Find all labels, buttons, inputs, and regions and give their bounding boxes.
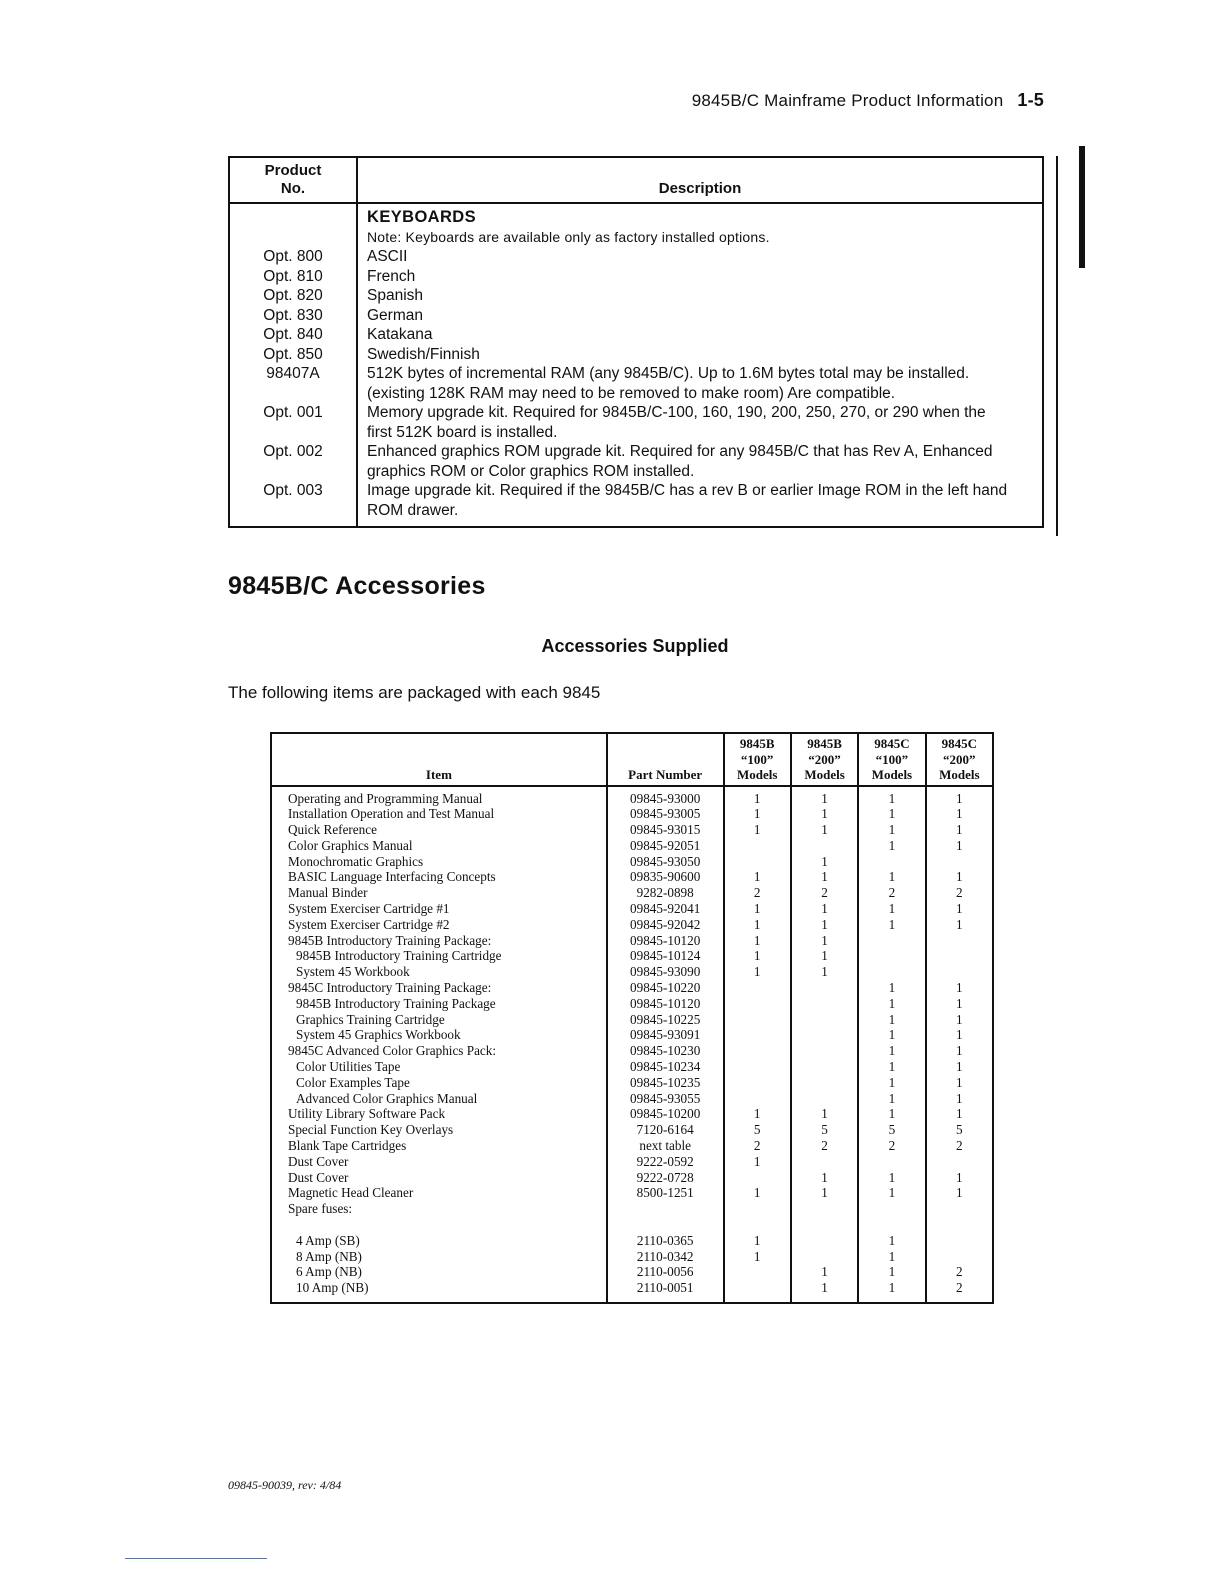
table-row <box>271 996 993 1012</box>
part-number: 09845-10120 <box>607 996 724 1012</box>
part-number: 09845-93091 <box>607 1027 724 1043</box>
item-name: Monochromatic Graphics <box>288 853 424 869</box>
qty-9845c-200: 2 <box>926 1280 993 1303</box>
part-number: 8500-1251 <box>607 1185 724 1201</box>
spacer <box>234 384 352 404</box>
col-product-no <box>229 157 357 203</box>
qty-9845b-100 <box>724 1043 791 1059</box>
spacer-cell <box>926 1217 993 1233</box>
description-column <box>357 203 1043 527</box>
col-model-line: “200” <box>943 751 976 767</box>
qty-9845c-100: 1 <box>858 806 925 822</box>
item-name: Quick Reference <box>288 822 377 838</box>
item-name: Dust Cover <box>288 1169 349 1185</box>
qty-9845c-200: 1 <box>926 1091 993 1107</box>
qty-9845c-100: 1 <box>858 1043 925 1059</box>
qty-9845c-100: 1 <box>858 901 925 917</box>
item-name: 10 Amp (NB) <box>296 1280 369 1296</box>
qty-9845c-100: 5 <box>858 1122 925 1138</box>
qty-9845b-100: 1 <box>724 1106 791 1122</box>
qty-9845b-100: 5 <box>724 1122 791 1138</box>
qty-9845b-200: 1 <box>791 1264 858 1280</box>
part-number <box>607 1201 724 1217</box>
item-name: 9845C Introductory Training Package: <box>288 980 492 996</box>
qty-9845b-200: 1 <box>791 948 858 964</box>
product-description-line: Image upgrade kit. Required if the 9845B/C has a rev B or earlier Image ROM in the left hand <box>367 482 1008 499</box>
qty-9845b-100: 2 <box>724 1138 791 1154</box>
part-number: 09845-93050 <box>607 854 724 870</box>
product-description-line: Swedish/Finnish <box>367 345 480 363</box>
qty-9845b-100: 1 <box>724 933 791 949</box>
table-row <box>271 822 993 838</box>
part-number: 09845-93005 <box>607 806 724 822</box>
item-name: Installation Operation and Test Manual <box>288 806 495 822</box>
spacer-row <box>271 1217 993 1233</box>
bottom-rule <box>125 1558 267 1559</box>
subsection-title: Accessories Supplied <box>541 636 729 656</box>
item-name: Special Function Key Overlays <box>288 1122 454 1138</box>
qty-9845c-100 <box>858 964 925 980</box>
item-name: 9845B Introductory Training Package: <box>288 932 492 948</box>
product-number-column <box>229 203 357 527</box>
qty-9845c-200 <box>926 1154 993 1170</box>
product-description-line: 512K bytes of incremental RAM (any 9845B/C). Up to 1.6M bytes total may be installed. <box>367 365 970 382</box>
qty-9845c-100: 1 <box>858 917 925 933</box>
table-row <box>271 1280 993 1303</box>
product-number: Opt. 002 <box>263 443 323 460</box>
product-number: Opt. 840 <box>263 326 323 343</box>
product-description-line: ASCII <box>367 248 408 265</box>
qty-9845c-100: 1 <box>858 786 925 807</box>
col-9845b-200 <box>791 733 858 786</box>
header-title: 9845B/C Mainframe Product Information <box>691 91 1004 110</box>
item-name: Graphics Training Cartridge <box>296 1011 445 1027</box>
qty-9845b-200: 1 <box>791 964 858 980</box>
table-row <box>271 854 993 870</box>
qty-9845c-200: 1 <box>926 1170 993 1186</box>
qty-9845b-200 <box>791 838 858 854</box>
qty-9845b-200: 5 <box>791 1122 858 1138</box>
section-title: 9845B/C Accessories <box>228 572 486 600</box>
item-name: Operating and Programming Manual <box>288 790 483 806</box>
item-name: System 45 Graphics Workbook <box>296 1027 461 1043</box>
spacer <box>234 423 352 443</box>
qty-9845b-100 <box>724 996 791 1012</box>
qty-9845b-200 <box>791 1154 858 1170</box>
qty-9845b-100 <box>724 1059 791 1075</box>
qty-9845c-100 <box>858 1154 925 1170</box>
table-row <box>271 1264 993 1280</box>
qty-9845b-100: 1 <box>724 1154 791 1170</box>
item-name: Color Utilities Tape <box>296 1059 401 1075</box>
product-description-line: Katakana <box>367 326 433 343</box>
part-number: 09845-10230 <box>607 1043 724 1059</box>
col-product-line-2: No. <box>280 180 306 197</box>
table-row <box>271 1043 993 1059</box>
qty-9845c-200: 1 <box>926 838 993 854</box>
item-name: 8 Amp (NB) <box>296 1248 362 1264</box>
table-row <box>271 1091 993 1107</box>
qty-9845c-100: 1 <box>858 980 925 996</box>
qty-9845c-200 <box>926 964 993 980</box>
spacer-cell <box>271 1217 607 1233</box>
qty-9845b-100: 1 <box>724 822 791 838</box>
item-name: Utility Library Software Pack <box>288 1106 446 1122</box>
qty-9845b-100: 1 <box>724 786 791 807</box>
qty-9845c-200: 1 <box>926 822 993 838</box>
qty-9845b-100 <box>724 1075 791 1091</box>
spacer-cell <box>791 1217 858 1233</box>
spacer <box>234 228 352 248</box>
qty-9845b-200: 1 <box>791 901 858 917</box>
part-number: 09845-92041 <box>607 901 724 917</box>
product-table-header-row <box>229 157 1043 203</box>
product-description-line: German <box>367 306 423 324</box>
product-description-line: ROM drawer. <box>367 501 459 519</box>
qty-9845b-100 <box>724 1012 791 1028</box>
qty-9845b-100: 1 <box>724 917 791 933</box>
col-product-line-1: Product <box>264 162 322 179</box>
qty-9845b-100 <box>724 1170 791 1186</box>
spacer <box>234 501 352 521</box>
qty-9845c-100: 1 <box>858 1280 925 1303</box>
change-bar <box>1079 146 1085 268</box>
qty-9845b-100: 1 <box>724 948 791 964</box>
product-description-line: Memory upgrade kit. Required for 9845B/C-100, 160, 190, 200, 250, 270, or 290 when the <box>367 404 986 421</box>
product-options-table <box>228 156 1044 528</box>
col-model-line: Models <box>939 767 980 782</box>
qty-9845b-200 <box>791 1059 858 1075</box>
qty-9845b-100 <box>724 980 791 996</box>
qty-9845b-200 <box>791 1043 858 1059</box>
item-name: Color Examples Tape <box>296 1074 410 1090</box>
qty-9845b-100 <box>724 1264 791 1280</box>
qty-9845b-200: 1 <box>791 1280 858 1303</box>
qty-9845c-200: 1 <box>926 806 993 822</box>
qty-9845c-200 <box>926 933 993 949</box>
product-description-line: French <box>367 267 416 285</box>
qty-9845c-200: 5 <box>926 1122 993 1138</box>
qty-9845b-200 <box>791 996 858 1012</box>
table-row <box>271 806 993 822</box>
qty-9845c-200: 1 <box>926 1012 993 1028</box>
table-row <box>271 901 993 917</box>
item-name: 6 Amp (NB) <box>296 1264 362 1280</box>
item-name: Magnetic Head Cleaner <box>288 1185 414 1201</box>
col-model-line: 9845B <box>807 736 842 751</box>
qty-9845b-100: 1 <box>724 1185 791 1201</box>
qty-9845b-200 <box>791 1075 858 1091</box>
table-row <box>271 1027 993 1043</box>
table-row <box>271 838 993 854</box>
table-row <box>271 980 993 996</box>
qty-9845b-100 <box>724 1027 791 1043</box>
col-9845b-100 <box>724 733 791 786</box>
product-number: Opt. 830 <box>263 306 323 324</box>
keyboards-note: Note: Keyboards are available only as factory installed options. <box>367 228 770 245</box>
item-name: 4 Amp (SB) <box>296 1232 360 1248</box>
product-description-line: Enhanced graphics ROM upgrade kit. Required for any 9845B/C that has Rev A, Enhanced <box>367 443 993 460</box>
product-number: Opt. 850 <box>263 345 323 363</box>
product-description-line: (existing 128K RAM may need to be removed to make room) Are compatible. <box>367 384 896 402</box>
qty-9845b-200: 1 <box>791 822 858 838</box>
part-number: 09845-10225 <box>607 1012 724 1028</box>
qty-9845c-200: 1 <box>926 901 993 917</box>
table-row <box>271 933 993 949</box>
product-description-line: graphics ROM or Color graphics ROM installed. <box>367 462 695 480</box>
part-number: 9282-0898 <box>607 885 724 901</box>
spacer <box>234 208 352 228</box>
part-number: 2110-0365 <box>607 1233 724 1249</box>
table-row <box>271 917 993 933</box>
item-name: System 45 Workbook <box>296 964 410 980</box>
qty-9845b-200: 1 <box>791 1185 858 1201</box>
qty-9845c-200: 1 <box>926 1185 993 1201</box>
qty-9845b-100: 1 <box>724 869 791 885</box>
col-item: Item <box>271 733 607 786</box>
qty-9845c-200: 1 <box>926 996 993 1012</box>
qty-9845c-100: 2 <box>858 885 925 901</box>
running-header <box>692 90 1044 111</box>
table-row <box>271 1138 993 1154</box>
qty-9845c-200: 1 <box>926 1106 993 1122</box>
table-row <box>271 869 993 885</box>
col-model-line: Models <box>804 767 845 782</box>
accessories-header-row <box>271 733 993 786</box>
item-name: System Exerciser Cartridge #1 <box>288 901 450 917</box>
item-name: 9845B Introductory Training Cartridge <box>296 948 502 964</box>
qty-9845b-200: 1 <box>791 806 858 822</box>
qty-9845c-100 <box>858 854 925 870</box>
keyboards-heading: KEYBOARDS <box>367 208 477 226</box>
product-number: Opt. 800 <box>263 248 323 265</box>
spacer-cell <box>607 1217 724 1233</box>
col-model-line: Models <box>871 767 913 782</box>
qty-9845c-100: 1 <box>858 838 925 854</box>
table-row <box>271 1106 993 1122</box>
qty-9845b-200: 1 <box>791 786 858 807</box>
change-bar-thin <box>1056 156 1058 536</box>
product-table-body <box>229 203 1043 527</box>
item-name: Advanced Color Graphics Manual <box>296 1090 478 1106</box>
qty-9845b-200 <box>791 1091 858 1107</box>
qty-9845c-200 <box>926 1201 993 1217</box>
part-number: 09845-93015 <box>607 822 724 838</box>
part-number: 9222-0728 <box>607 1170 724 1186</box>
qty-9845c-200: 1 <box>926 980 993 996</box>
spacer <box>234 462 352 482</box>
part-number: 09845-10120 <box>607 933 724 949</box>
qty-9845c-200: 1 <box>926 1027 993 1043</box>
footer-revision: 09845-90039, rev: 4/84 <box>228 1478 342 1492</box>
table-row <box>271 1012 993 1028</box>
qty-9845c-100: 1 <box>858 1170 925 1186</box>
qty-9845b-100: 2 <box>724 885 791 901</box>
qty-9845c-200: 1 <box>926 917 993 933</box>
part-number: 9222-0592 <box>607 1154 724 1170</box>
spacer-cell <box>858 1217 925 1233</box>
qty-9845b-200: 1 <box>791 917 858 933</box>
col-model-line: “100” <box>740 751 774 767</box>
table-row <box>271 1059 993 1075</box>
qty-9845b-200: 1 <box>791 933 858 949</box>
accessories-body <box>271 786 993 1304</box>
item-name: Spare fuses: <box>288 1201 353 1217</box>
qty-9845c-100: 1 <box>858 869 925 885</box>
table-row <box>271 1233 993 1249</box>
col-model-line: 9845C <box>941 736 977 751</box>
qty-9845b-200: 1 <box>791 869 858 885</box>
qty-9845c-200: 2 <box>926 1138 993 1154</box>
part-number: 2110-0342 <box>607 1249 724 1265</box>
qty-9845c-200 <box>926 948 993 964</box>
table-row <box>271 786 993 807</box>
part-number: 09845-10235 <box>607 1075 724 1091</box>
qty-9845c-100: 1 <box>858 1027 925 1043</box>
qty-9845c-100: 2 <box>858 1138 925 1154</box>
qty-9845b-100: 1 <box>724 901 791 917</box>
product-number: Opt. 003 <box>263 482 323 499</box>
table-row <box>271 1075 993 1091</box>
col-model-line: 9845C <box>874 736 910 751</box>
item-name: Dust Cover <box>288 1153 349 1169</box>
product-number: Opt. 820 <box>263 287 323 304</box>
qty-9845c-100: 1 <box>858 1233 925 1249</box>
part-number: 2110-0056 <box>607 1264 724 1280</box>
item-name: 9845B Introductory Training Package <box>296 995 496 1011</box>
col-model-line: Models <box>736 767 778 782</box>
table-row <box>271 1249 993 1265</box>
item-name: System Exerciser Cartridge #2 <box>288 916 450 932</box>
qty-9845c-200: 1 <box>926 1059 993 1075</box>
qty-9845b-200: 1 <box>791 854 858 870</box>
intro-text: The following items are packaged with each 9845 <box>228 683 601 702</box>
qty-9845b-100 <box>724 838 791 854</box>
qty-9845c-100: 1 <box>858 1106 925 1122</box>
item-name: Color Graphics Manual <box>288 837 413 853</box>
product-number: Opt. 001 <box>263 404 323 421</box>
qty-9845c-100: 1 <box>858 1075 925 1091</box>
qty-9845b-200 <box>791 1249 858 1265</box>
product-number: 98407A <box>266 365 320 382</box>
table-row <box>271 1201 993 1217</box>
qty-9845b-200 <box>791 980 858 996</box>
col-model-line: “100” <box>875 751 909 767</box>
product-number: Opt. 810 <box>263 267 323 285</box>
part-number: 09845-10200 <box>607 1106 724 1122</box>
qty-9845b-100: 1 <box>724 806 791 822</box>
qty-9845c-100: 1 <box>858 996 925 1012</box>
col-9845c-200 <box>926 733 993 786</box>
qty-9845c-100: 1 <box>858 1185 925 1201</box>
qty-9845b-200 <box>791 1027 858 1043</box>
item-name: 9845C Advanced Color Graphics Pack: <box>288 1043 497 1059</box>
col-model-line: 9845B <box>739 736 775 751</box>
qty-9845c-100 <box>858 933 925 949</box>
product-description-line: first 512K board is installed. <box>367 423 558 441</box>
part-number: 09845-92042 <box>607 917 724 933</box>
table-row <box>271 1154 993 1170</box>
qty-9845c-100 <box>858 948 925 964</box>
part-number: 09845-10234 <box>607 1059 724 1075</box>
part-number: 09835-90600 <box>607 869 724 885</box>
qty-9845b-200 <box>791 1012 858 1028</box>
qty-9845c-200: 1 <box>926 1043 993 1059</box>
part-number: 09845-92051 <box>607 838 724 854</box>
col-9845c-100 <box>858 733 925 786</box>
qty-9845c-200: 1 <box>926 786 993 807</box>
qty-9845b-200: 2 <box>791 885 858 901</box>
qty-9845c-200: 2 <box>926 885 993 901</box>
qty-9845c-200: 1 <box>926 1075 993 1091</box>
qty-9845b-100 <box>724 854 791 870</box>
spacer-cell <box>724 1217 791 1233</box>
part-number: 09845-10124 <box>607 948 724 964</box>
qty-9845c-100: 1 <box>858 1264 925 1280</box>
qty-9845c-200: 2 <box>926 1264 993 1280</box>
qty-9845c-100: 1 <box>858 822 925 838</box>
product-description-line: Spanish <box>367 287 424 304</box>
part-number: 09845-93055 <box>607 1091 724 1107</box>
part-number: 09845-93000 <box>607 786 724 807</box>
qty-9845c-100: 1 <box>858 1091 925 1107</box>
qty-9845c-200 <box>926 854 993 870</box>
qty-9845b-200 <box>791 1233 858 1249</box>
qty-9845c-100: 1 <box>858 1012 925 1028</box>
item-name: Manual Binder <box>288 885 368 901</box>
qty-9845b-100 <box>724 1201 791 1217</box>
part-number: 09845-10220 <box>607 980 724 996</box>
qty-9845b-100 <box>724 1091 791 1107</box>
qty-9845b-100: 1 <box>724 964 791 980</box>
qty-9845b-100: 1 <box>724 1249 791 1265</box>
table-row <box>271 885 993 901</box>
qty-9845c-200: 1 <box>926 869 993 885</box>
part-number: 09845-93090 <box>607 964 724 980</box>
qty-9845b-200: 2 <box>791 1138 858 1154</box>
qty-9845b-200: 1 <box>791 1106 858 1122</box>
qty-9845c-200 <box>926 1233 993 1249</box>
qty-9845c-100: 1 <box>858 1249 925 1265</box>
table-row <box>271 964 993 980</box>
qty-9845c-100: 1 <box>858 1059 925 1075</box>
table-row <box>271 1170 993 1186</box>
part-number: 2110-0051 <box>607 1280 724 1303</box>
col-model-line: “200” <box>808 751 841 767</box>
qty-9845c-100 <box>858 1201 925 1217</box>
qty-9845c-200 <box>926 1249 993 1265</box>
table-row <box>271 1185 993 1201</box>
col-description: Description <box>357 157 1043 203</box>
item-name: Blank Tape Cartridges <box>288 1138 407 1154</box>
qty-9845b-100 <box>724 1280 791 1303</box>
col-part-number: Part Number <box>607 733 724 786</box>
part-number: next table <box>607 1138 724 1154</box>
accessories-table <box>270 732 994 1304</box>
part-number: 7120-6164 <box>607 1122 724 1138</box>
page-number: 1-5 <box>1017 90 1044 110</box>
qty-9845b-100: 1 <box>724 1233 791 1249</box>
table-row <box>271 948 993 964</box>
qty-9845b-200 <box>791 1201 858 1217</box>
table-row <box>271 1122 993 1138</box>
qty-9845b-200: 1 <box>791 1170 858 1186</box>
item-name: BASIC Language Interfacing Concepts <box>288 869 496 885</box>
